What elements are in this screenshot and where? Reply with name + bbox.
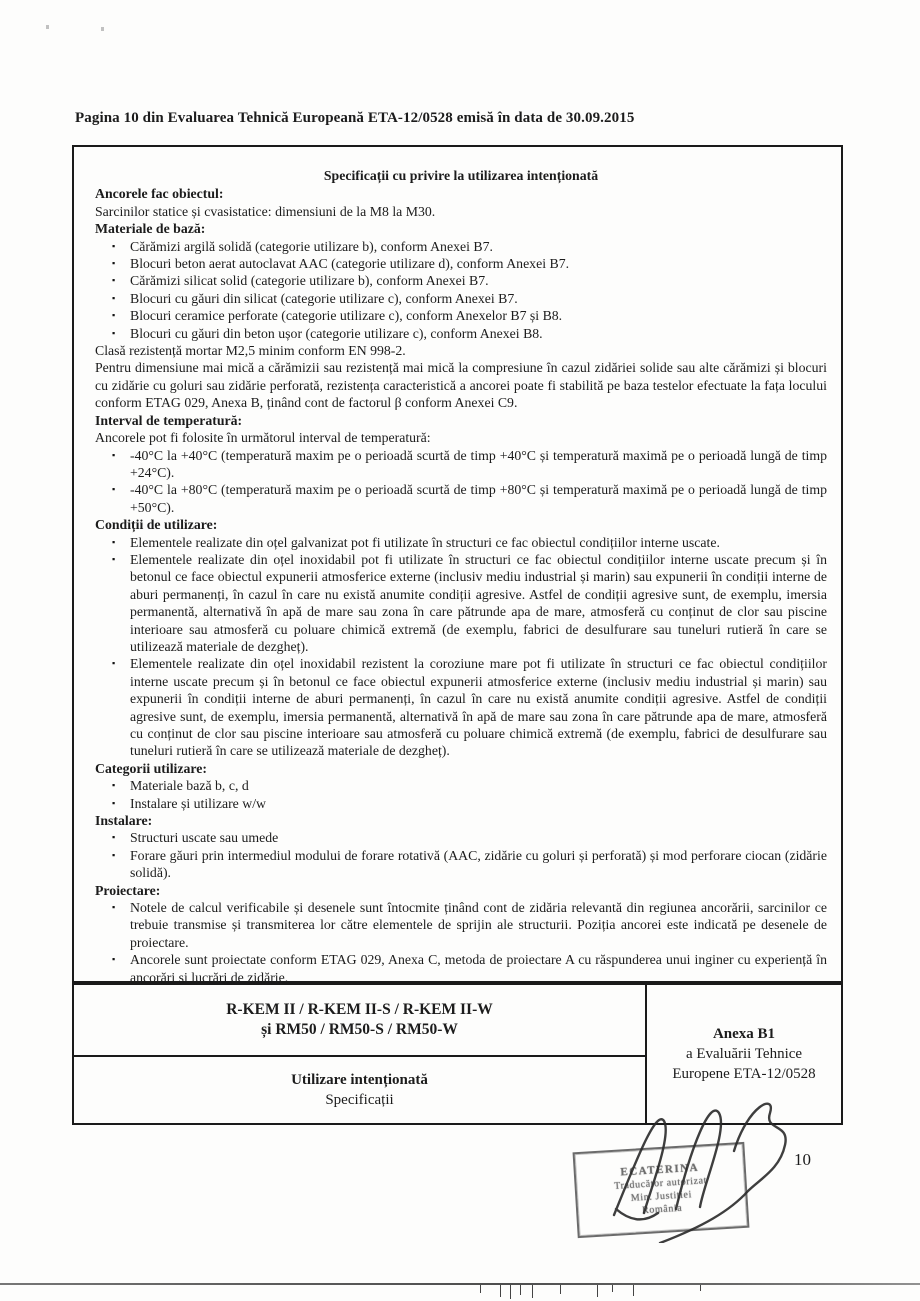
scan-artifact-tick <box>633 1285 634 1296</box>
bullet-square-icon: ▪ <box>112 258 116 269</box>
heading-materiale: Materiale de bază: <box>95 221 206 237</box>
scan-artifact-tick <box>700 1285 701 1291</box>
list-item <box>95 655 827 759</box>
bullet-square-icon: ▪ <box>112 449 116 460</box>
bullet-square-icon: ▪ <box>112 780 116 791</box>
scan-artifact-tick <box>612 1285 613 1292</box>
list-item <box>95 847 827 882</box>
bullet-square-icon: ▪ <box>112 797 116 808</box>
scan-artifact-tick <box>510 1285 511 1299</box>
bullet-square-icon: ▪ <box>112 327 116 338</box>
bullet-square-icon: ▪ <box>112 275 116 286</box>
stamp-line-4: România <box>641 1202 683 1217</box>
list-item-text: Structuri uscate sau umede <box>130 830 279 846</box>
bullet-square-icon: ▪ <box>112 902 116 913</box>
heading-proiectare: Proiectare: <box>95 882 161 898</box>
intended-use-cell <box>74 1057 645 1123</box>
list-item <box>95 272 827 289</box>
scan-artifact-tick <box>597 1285 598 1297</box>
stamp-line-3: Min. Justiției <box>630 1189 693 1204</box>
list-item <box>95 238 827 255</box>
text-pentru: Pentru dimensiune mai mică a cărămizii sau rezistență mai mică la compresiune în cazul zidăriei solide sau alte cărămizi și blocuri cu zidărie cu goluri sau zidărie perforată, rezistența caracteristică a ancorei poate fi stabilită pe baza testelor efectuate la fața locului conform ETAG 029, Anexa B, ținând cont de factorul β conform Anexei C9. <box>95 360 827 411</box>
product-line-2: și RM50 / RM50-S / RM50-W <box>261 1021 458 1038</box>
bullet-square-icon: ▪ <box>112 849 116 860</box>
list-item <box>95 829 827 846</box>
stamp-name-line: ECATERINA <box>620 1161 700 1179</box>
use-title: Utilizare intenționată <box>291 1072 428 1088</box>
annex-line-3: Europene ETA-12/0528 <box>672 1066 816 1082</box>
bullet-square-icon: ▪ <box>112 832 116 843</box>
annex-line-2: a Evaluării Tehnice <box>685 1046 803 1062</box>
list-item-text: Ancorele sunt proiectate conform ETAG 029, Anexa C, metoda de proiectare A cu răspunderea unui inginer cu experiență în ancorări și lucrări de zidărie. <box>130 952 827 985</box>
heading-ancorele: Ancorele fac obiectul: <box>95 186 224 202</box>
list-item-text: Elementele realizate din oțel inoxidabil pot fi utilizate în structuri ce fac obiectul condițiilor interne uscate precum și în betonul ce face obiectul expunerii atmosferice externe (inclusiv mediu industrial și marin) sau expunerii în condiții interne de aburi permanenți, în cazul în care nu există anumite condiții agresive. Astfel de condiții agresive sunt, de exemplu, imersia permanentă, alternativă în apă de mare sau zona în care pătrunde apa de mare, atmosferă cu conținut de clor sau piscine interioare sau atmosferă cu poluare chimică extremă (de exemplu, fabrici de desulfurare sau tuneluri rutieră în care se utilizează materiale de dezgheț). <box>130 551 827 654</box>
list-item-text: -40°C la +80°C (temperatură maxim pe o perioadă scurtă de timp +80°C și temperatură maximă pe o perioadă lungă de timp +50°C). <box>130 482 827 515</box>
stamp-line-2: Traducător autorizat <box>613 1175 708 1192</box>
heading-interval: Interval de temperatură: <box>95 412 243 428</box>
page-header: Pagina 10 din Evaluarea Tehnică Europeană ETA-12/0528 emisă în data de 30.09.2015 <box>75 110 635 126</box>
list-item <box>95 325 827 342</box>
list-item <box>95 551 827 655</box>
annex-title: Anexa B1 <box>712 1026 776 1042</box>
text-ancorele: Sarcinilor statice și cvasistatice: dimensiuni de la M8 la M30. <box>95 203 436 219</box>
specification-box <box>72 145 843 983</box>
scan-speck <box>46 25 49 29</box>
list-item-text: Cărămizi argilă solidă (categorie utilizare b), conform Anexei B7. <box>130 238 493 254</box>
bullet-square-icon: ▪ <box>112 536 116 547</box>
scan-artifact-tick <box>480 1285 481 1293</box>
spec-title: Specificații cu privire la utilizarea intenționată <box>323 168 599 183</box>
list-item <box>95 534 827 551</box>
bullet-square-icon: ▪ <box>112 658 116 669</box>
scan-artifact-line <box>0 1283 920 1285</box>
list-item-text: Notele de calcul verificabile și desenele sunt întocmite ținând cont de zidăria relevantă din regiunea ancorării, sarcinilor ce trebuie transmise și transmiterea lor către elementele de sprijin ale structurii. Poziția ancorei este indicată pe desenele de proiectare. <box>130 900 827 950</box>
list-item-text: Blocuri beton aerat autoclavat AAC (categorie utilizare d), conform Anexei B7. <box>130 256 570 272</box>
list-item <box>95 255 827 272</box>
list-item <box>95 290 827 307</box>
scan-speck <box>101 27 104 31</box>
product-title-cell <box>74 985 645 1057</box>
list-item-text: Instalare și utilizare w/w <box>130 795 267 811</box>
bullet-square-icon: ▪ <box>112 954 116 965</box>
list-item <box>95 481 827 516</box>
product-line-1: R-KEM II / R-KEM II-S / R-KEM II-W <box>226 1001 493 1018</box>
list-item-text: Blocuri cu găuri din beton ușor (categorie utilizare c), conform Anexei B8. <box>130 325 543 341</box>
scan-artifact-tick <box>520 1285 521 1295</box>
text-interval-intro: Ancorele pot fi folosite în următorul interval de temperatură: <box>95 430 431 446</box>
list-item <box>95 899 827 951</box>
use-subtitle: Specificații <box>325 1092 394 1108</box>
scan-artifact-tick <box>500 1285 501 1297</box>
bullet-square-icon: ▪ <box>112 240 116 251</box>
bullet-square-icon: ▪ <box>112 553 116 564</box>
footer-left-column <box>74 985 647 1123</box>
list-item-text: Elementele realizate din oțel galvanizat pot fi utilizate în structuri ce fac obiectul condițiilor interne uscate. <box>130 534 720 550</box>
list-item <box>95 951 827 986</box>
list-item <box>95 447 827 482</box>
heading-conditii: Condiții de utilizare: <box>95 517 218 533</box>
scan-artifact-tick <box>532 1285 533 1298</box>
heading-instalare: Instalare: <box>95 813 153 829</box>
list-item <box>95 795 827 812</box>
handwritten-signature <box>598 1093 803 1243</box>
list-item-text: Blocuri cu găuri din silicat (categorie utilizare c), conform Anexei B7. <box>130 290 518 306</box>
page-number: 10 <box>794 1150 811 1169</box>
list-item-text: -40°C la +40°C (temperatură maxim pe o perioadă scurtă de timp +40°C și temperatură maximă pe o perioadă lungă de timp +24°C). <box>130 447 827 480</box>
list-item-text: Cărămizi silicat solid (categorie utilizare b), conform Anexei B7. <box>130 273 489 289</box>
scan-artifact-tick <box>560 1285 561 1294</box>
list-item-text: Elementele realizate din oțel inoxidabil rezistent la coroziune mare pot fi utilizate în structuri ce fac obiectul condițiilor interne uscate precum și în betonul ce face obiectul expunerii atmosferice externe (inclusiv mediu industrial și marin) sau expunerii în condiții interne de aburi permanenți, în cazul în care nu există anumite condiții agresive. Astfel de condiții agresive sunt, de exemplu, imersia permanentă, alternativă în apă de mare sau zona în care pătrunde apa de mare, atmosferă cu conținut de clor sau piscine interioare sau atmosferă cu poluare chimică extremă (de exemplu, fabrici de desulfurare sau tuneluri rutieră în care se utilizează materiale de dezgheț). <box>130 656 827 759</box>
bullet-square-icon: ▪ <box>112 292 116 303</box>
text-clasa: Clasă rezistență mortar M2,5 minim conform EN 998-2. <box>95 343 406 359</box>
bullet-square-icon: ▪ <box>112 310 116 321</box>
list-item-text: Materiale bază b, c, d <box>130 778 249 794</box>
bullet-square-icon: ▪ <box>112 484 116 495</box>
heading-categorii: Categorii utilizare: <box>95 760 207 776</box>
list-item <box>95 307 827 324</box>
list-item-text: Blocuri ceramice perforate (categorie utilizare c), conform Anexelor B7 și B8. <box>130 308 563 324</box>
list-item <box>95 777 827 794</box>
list-item-text: Forare găuri prin intermediul modului de forare rotativă (AAC, zidărie cu goluri și perforată) și mod perforare ciocan (zidărie solidă). <box>130 847 827 881</box>
